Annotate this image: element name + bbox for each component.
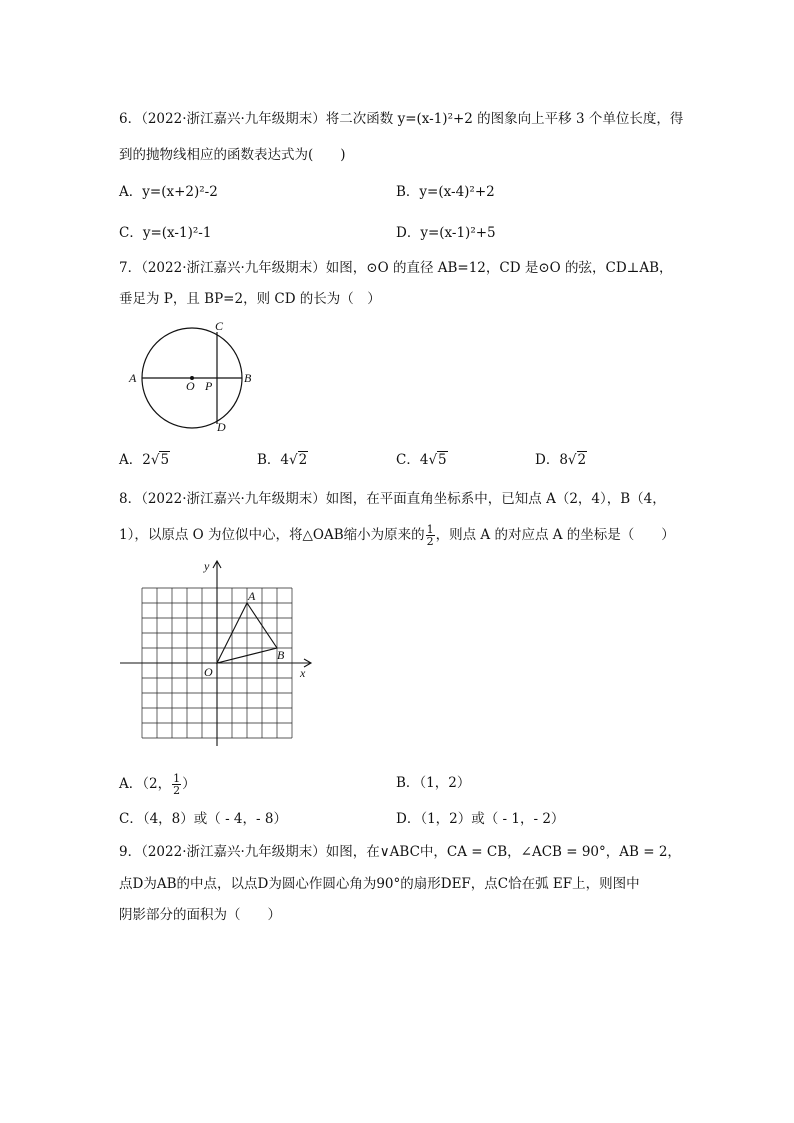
- q8-option-d: [396, 810, 564, 828]
- q8-option-a-label: A．: [119, 776, 143, 792]
- q7-line2: 垂足为 P，且 BP=2，则 CD 的长为（ ）: [119, 291, 381, 307]
- q6-option-d-label: D．: [396, 225, 421, 241]
- q6-option-b: [396, 183, 495, 201]
- q6-option-d: [396, 224, 496, 242]
- q7-option-d-coef: 8: [559, 452, 568, 468]
- label-p: P: [205, 379, 213, 393]
- label-o: O: [186, 379, 195, 393]
- q7-option-a-radicand: 5: [160, 452, 170, 468]
- q8-line2-part-a: 1），以原点 O 为位似中心，将△OAB缩小为原来的: [119, 527, 425, 543]
- q8-option-d-label: D．: [396, 811, 421, 827]
- q8-option-b-text: （1，2）: [419, 775, 471, 791]
- q6-option-b-label: B．: [396, 184, 420, 200]
- q6-line1: 6．（2022·浙江嘉兴·九年级期末）将二次函数 y=(x-1)²+2 的图象向上平移 3 个单位长度，得: [119, 111, 684, 127]
- label-o: O: [204, 665, 213, 679]
- q7-option-a-coef: 2: [142, 452, 151, 468]
- q8-option-d-text: （1，2）或（ - 1，- 2）: [420, 811, 565, 827]
- q8-option-a-text-b: ）: [182, 776, 196, 792]
- q8-option-a-text-a: （2，: [142, 776, 172, 792]
- q6-line2: 到的抛物线相应的函数表达式为( ): [119, 147, 346, 163]
- q7-option-b-label: B．: [257, 452, 281, 468]
- q7-option-a-label: A．: [119, 452, 143, 468]
- q8-option-c: [119, 810, 287, 828]
- label-c: C: [215, 319, 224, 333]
- label-a: A: [248, 589, 256, 603]
- q8-option-a-fraction: [172, 773, 181, 796]
- q7-option-b: [257, 451, 308, 469]
- q7-line1: 7．（2022·浙江嘉兴·九年级期末）如图，⊙O 的直径 AB=12，CD 是⊙O 的弦，CD⊥AB，: [119, 260, 673, 276]
- q6-option-b-text: y=(x-4)²+2: [419, 184, 495, 200]
- sqrt-symbol: √2: [289, 452, 308, 468]
- q7-option-d: [535, 451, 587, 469]
- q7-option-d-label: D．: [535, 452, 560, 468]
- q8-fraction-den: 2: [426, 535, 434, 548]
- q6-option-c-text: y=(x-1)²-1: [142, 225, 212, 241]
- q7-option-c: [396, 451, 448, 469]
- q9-line2: 点D为AB的中点，以点D为圆心作圆心角为90°的扇形DEF，点C恰在弧 EF上，则图中: [119, 876, 640, 892]
- label-a: A: [129, 371, 137, 385]
- q7-option-b-coef: 4: [280, 452, 290, 468]
- q8-coordinate-figure: [118, 558, 318, 748]
- q8-fraction: [426, 524, 435, 547]
- q8-option-a-frac-num: 1: [173, 772, 181, 785]
- label-d: D: [217, 420, 226, 434]
- q8-option-a: [119, 773, 196, 796]
- sqrt-symbol: √2: [567, 452, 587, 468]
- q9-line1: 9．（2022·浙江嘉兴·九年级期末）如图，在∨ABC中，CA = CB，∠ACB = 90°，AB = 2，: [119, 844, 681, 860]
- label-b: B: [277, 648, 285, 662]
- q7-option-d-radicand: 2: [577, 452, 587, 468]
- q6-option-d-text: y=(x-1)²+5: [420, 225, 496, 241]
- q8-line1: 8．（2022·浙江嘉兴·九年级期末）如图，在平面直角坐标系中，已知点 A（2，4），B（4，: [119, 491, 666, 507]
- q8-option-b-label: B．: [396, 775, 420, 791]
- label-b: B: [244, 371, 252, 385]
- sqrt-symbol: √5: [150, 452, 170, 468]
- q6-option-a-label: A．: [119, 184, 143, 200]
- q7-circle-figure: [125, 317, 265, 435]
- q8-option-a-frac-den: 2: [173, 784, 181, 797]
- label-y: y: [204, 559, 210, 573]
- q8-line2-part-b: ，则点 A 的对应点 A 的坐标是（ ）: [435, 527, 675, 543]
- q6-option-a: [119, 183, 218, 201]
- q8-line2: [119, 524, 675, 547]
- label-x: x: [300, 666, 306, 680]
- q6-option-c-label: C．: [119, 225, 143, 241]
- q7-option-c-radicand: 5: [438, 452, 447, 468]
- q8-option-b: [396, 774, 470, 792]
- q7-option-a: [119, 451, 170, 469]
- q8-option-c-label: C．: [119, 811, 143, 827]
- sqrt-symbol: √5: [428, 452, 447, 468]
- q6-option-a-text: y=(x+2)²-2: [142, 184, 218, 200]
- q9-line3: 阴影部分的面积为（ ）: [119, 907, 281, 923]
- q7-option-b-radicand: 2: [298, 452, 308, 468]
- q8-option-c-text: （4，8）或（ - 4，- 8）: [142, 811, 287, 827]
- q8-fraction-num: 1: [426, 523, 434, 536]
- q7-option-c-label: C．: [396, 452, 420, 468]
- q7-option-c-coef: 4: [419, 452, 429, 468]
- q6-option-c: [119, 224, 211, 242]
